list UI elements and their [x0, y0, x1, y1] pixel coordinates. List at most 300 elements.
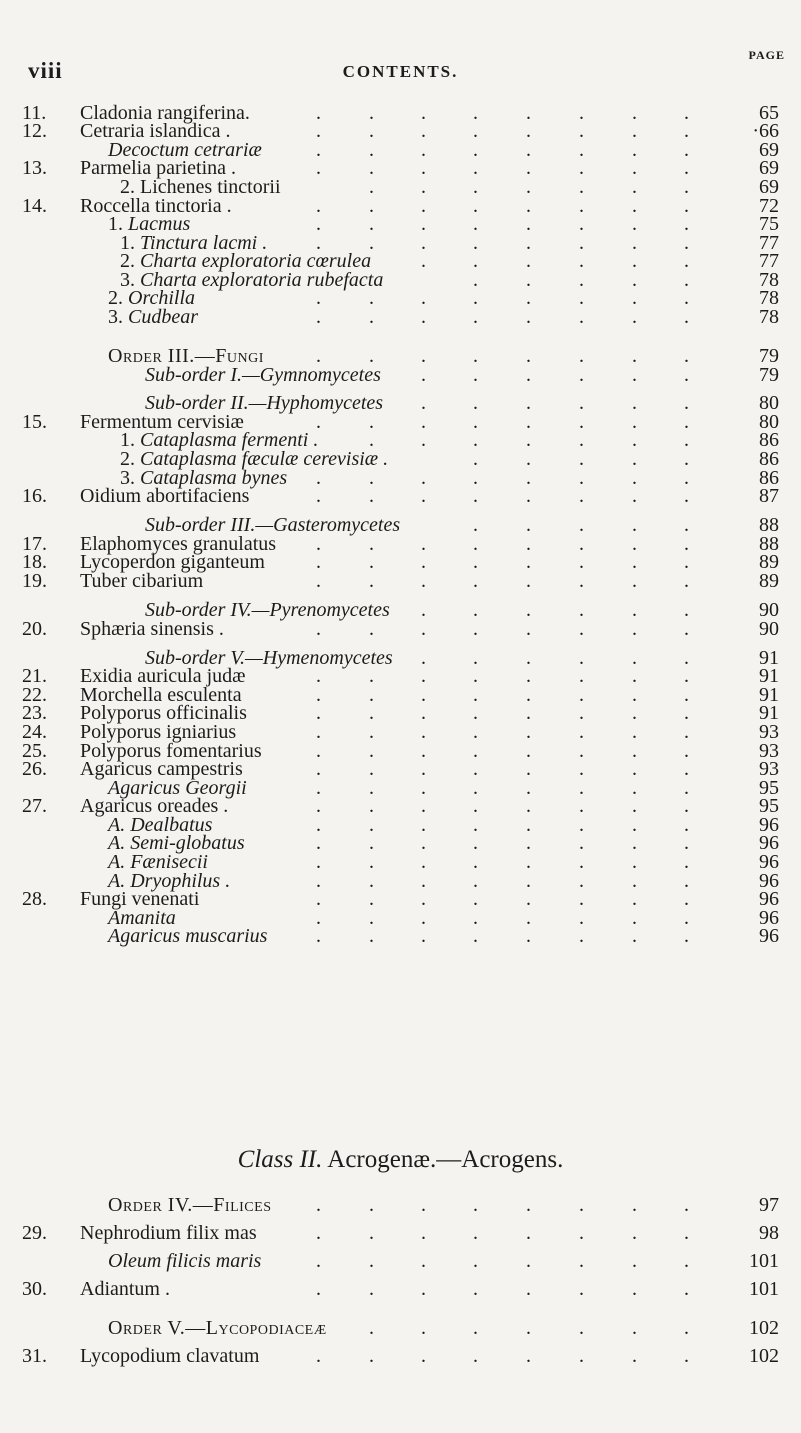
leader-dot: .: [473, 646, 478, 669]
leader-dot: .: [473, 306, 478, 329]
leader-dot: .: [369, 795, 374, 818]
entry-title: 1. Tinctura lacmi .: [120, 231, 268, 254]
entry-title: Cetraria islandica .: [80, 120, 231, 143]
leader-dot: .: [632, 1317, 637, 1339]
leader-dot: .: [316, 832, 321, 855]
entry-page: 69: [759, 138, 779, 161]
leader-dot: .: [526, 702, 531, 725]
leader-dot: .: [579, 410, 584, 433]
leader-dot: .: [684, 739, 689, 762]
contents-entry: [0, 1277, 801, 1301]
leader-dot: .: [473, 268, 478, 291]
leader-dot: .: [316, 702, 321, 725]
leader-dot: .: [526, 758, 531, 781]
contents-entry: [0, 569, 801, 593]
leader-dot: .: [421, 287, 426, 310]
leader-dot: .: [579, 101, 584, 124]
entry-page: 93: [759, 739, 779, 762]
entry-number: 22.: [22, 683, 47, 706]
entry-page: 96: [759, 851, 779, 874]
entry-title: Agaricus oreades .: [80, 795, 229, 818]
entry-title: Cladonia rangiferina.: [80, 101, 250, 124]
entry-number: 26.: [22, 758, 47, 781]
leader-dot: .: [632, 101, 637, 124]
leader-dot: .: [632, 758, 637, 781]
entry-page: 78: [759, 306, 779, 329]
leader-dot: .: [526, 1194, 531, 1216]
page-number: viii: [28, 58, 63, 83]
leader-dot: .: [316, 194, 321, 217]
leader-dot: .: [684, 646, 689, 669]
leader-dot: .: [526, 776, 531, 799]
leader-dot: .: [421, 213, 426, 236]
leader-dot: .: [632, 599, 637, 622]
entry-title: 1. Lacmus: [108, 213, 191, 236]
entry-number: 20.: [22, 617, 47, 640]
leader-dot: .: [473, 720, 478, 743]
leader-dot: .: [579, 599, 584, 622]
leader-dot: .: [684, 410, 689, 433]
leader-dot: .: [421, 813, 426, 836]
leader-dot: .: [473, 888, 478, 911]
leader-dot: .: [369, 157, 374, 180]
leader-dot: .: [316, 213, 321, 236]
leader-dot: .: [369, 551, 374, 574]
leader-dot: .: [473, 392, 478, 415]
leader-dot: .: [526, 906, 531, 929]
leader-dot: .: [632, 832, 637, 855]
leader-dot: .: [369, 832, 374, 855]
contents-entry: [0, 617, 801, 641]
leader-dot: .: [526, 599, 531, 622]
entry-title: Adiantum .: [80, 1278, 170, 1300]
entry-page: 96: [759, 888, 779, 911]
leader-dot: .: [421, 1250, 426, 1272]
entry-number: 30.: [22, 1278, 47, 1300]
leader-dot: .: [369, 1194, 374, 1216]
entry-title: A. Dryophilus .: [108, 869, 231, 892]
leader-dot: .: [473, 683, 478, 706]
entry-page: 96: [759, 813, 779, 836]
leader-dot: .: [526, 665, 531, 688]
leader-dot: .: [684, 194, 689, 217]
leader-dot: .: [632, 683, 637, 706]
leader-dot: .: [526, 250, 531, 273]
entry-page: 79: [759, 344, 779, 367]
leader-dot: .: [526, 869, 531, 892]
leader-dot: .: [473, 1194, 478, 1216]
leader-dot: .: [684, 363, 689, 386]
leader-dot: .: [579, 1345, 584, 1367]
entry-page: 86: [759, 466, 779, 489]
leader-dot: .: [526, 363, 531, 386]
leader-dot: .: [684, 551, 689, 574]
leader-dot: .: [473, 739, 478, 762]
leader-dot: .: [369, 287, 374, 310]
leader-dot: .: [684, 832, 689, 855]
leader-dot: .: [316, 569, 321, 592]
leader-dot: .: [684, 485, 689, 508]
leader-dot: .: [526, 513, 531, 536]
leader-dot: .: [526, 194, 531, 217]
leader-dot: .: [526, 532, 531, 555]
leader-dot: .: [684, 392, 689, 415]
entry-title: A. Fænisecii: [108, 851, 208, 874]
entry-number: 17.: [22, 532, 47, 555]
contents-entry: [0, 484, 801, 508]
leader-dot: .: [369, 175, 374, 198]
leader-dot: .: [684, 513, 689, 536]
leader-dot: .: [473, 665, 478, 688]
leader-dot: .: [473, 925, 478, 948]
leader-dot: .: [684, 231, 689, 254]
leader-dot: .: [579, 513, 584, 536]
leader-dot: .: [316, 1278, 321, 1300]
leader-dot: .: [632, 532, 637, 555]
entry-page: 78: [759, 268, 779, 291]
leader-dot: .: [316, 344, 321, 367]
entry-page: 87: [759, 485, 779, 508]
leader-dot: .: [369, 702, 374, 725]
leader-dot: .: [579, 1278, 584, 1300]
leader-dot: .: [632, 213, 637, 236]
leader-dot: .: [421, 832, 426, 855]
leader-dot: .: [632, 513, 637, 536]
leader-dot: .: [369, 101, 374, 124]
entry-title: Nephrodium filix mas: [80, 1222, 257, 1244]
leader-dot: .: [684, 101, 689, 124]
entry-page: 95: [759, 776, 779, 799]
leader-dot: .: [526, 306, 531, 329]
leader-dot: .: [632, 410, 637, 433]
leader-dot: .: [579, 231, 584, 254]
leader-dot: .: [473, 851, 478, 874]
leader-dot: .: [369, 1317, 374, 1339]
leader-dot: .: [684, 287, 689, 310]
entry-page: 96: [759, 925, 779, 948]
leader-dot: .: [421, 1194, 426, 1216]
leader-dot: .: [579, 720, 584, 743]
entry-page: 80: [759, 392, 779, 415]
leader-dot: .: [316, 410, 321, 433]
entry-title: Roccella tinctoria .: [80, 194, 232, 217]
entry-title: 2. Cataplasma fæculæ cerevisiæ .: [120, 448, 389, 470]
entry-title: Sub-order IV.—Pyrenomycetes: [145, 599, 390, 622]
leader-dot: .: [316, 739, 321, 762]
leader-dot: .: [579, 813, 584, 836]
leader-dot: .: [421, 157, 426, 180]
leader-dot: .: [526, 429, 531, 452]
leader-dot: .: [526, 569, 531, 592]
leader-dot: .: [421, 599, 426, 622]
leader-dot: .: [579, 1222, 584, 1244]
entry-title: Sub-order V.—Hymenomycetes: [145, 646, 393, 669]
entry-page: 69: [759, 175, 779, 198]
entry-page: 95: [759, 795, 779, 818]
entry-title: Sphæria sinensis .: [80, 617, 224, 640]
entry-title: 2. Lichenes tinctorii: [120, 175, 281, 198]
leader-dot: .: [632, 869, 637, 892]
leader-dot: .: [526, 344, 531, 367]
leader-dot: .: [632, 720, 637, 743]
leader-dot: .: [579, 532, 584, 555]
leader-dot: .: [632, 392, 637, 415]
leader-dot: .: [579, 758, 584, 781]
leader-dot: .: [526, 795, 531, 818]
entry-title: Sub-order II.—Hyphomycetes: [145, 392, 384, 415]
leader-dot: .: [473, 513, 478, 536]
entry-number: 24.: [22, 720, 47, 743]
entry-page: 90: [759, 617, 779, 640]
entry-page: 91: [759, 683, 779, 706]
entry-page: 93: [759, 758, 779, 781]
leader-dot: .: [579, 175, 584, 198]
leader-dot: .: [421, 702, 426, 725]
leader-dot: .: [316, 665, 321, 688]
leader-dot: .: [369, 813, 374, 836]
leader-dot: .: [684, 569, 689, 592]
entry-number: 12.: [22, 120, 47, 143]
leader-dot: .: [316, 888, 321, 911]
leader-dot: .: [421, 410, 426, 433]
entry-number: 18.: [22, 551, 47, 574]
leader-dot: .: [369, 925, 374, 948]
leader-dot: .: [684, 1194, 689, 1216]
contents-entry: [0, 1221, 801, 1245]
leader-dot: .: [369, 213, 374, 236]
leader-dot: .: [579, 551, 584, 574]
leader-dot: .: [421, 101, 426, 124]
leader-dot: .: [473, 410, 478, 433]
leader-dot: .: [369, 1278, 374, 1300]
leader-dot: .: [526, 466, 531, 489]
leader-dot: .: [369, 617, 374, 640]
leader-dot: .: [579, 363, 584, 386]
entry-page: 91: [759, 665, 779, 688]
leader-dot: .: [421, 1345, 426, 1367]
entry-page: 102: [749, 1345, 779, 1367]
leader-dot: .: [369, 532, 374, 555]
leader-dot: .: [316, 683, 321, 706]
leader-dot: .: [316, 466, 321, 489]
leader-dot: .: [684, 683, 689, 706]
leader-dot: .: [526, 392, 531, 415]
leader-dot: .: [684, 813, 689, 836]
entry-title: Oleum filicis maris: [108, 1250, 262, 1272]
leader-dot: .: [684, 906, 689, 929]
leader-dot: .: [316, 138, 321, 161]
leader-dot: .: [316, 120, 321, 143]
leader-dot: .: [316, 869, 321, 892]
entry-number: 13.: [22, 157, 47, 180]
leader-dot: .: [579, 1250, 584, 1272]
leader-dot: .: [526, 1345, 531, 1367]
leader-dot: .: [316, 851, 321, 874]
leader-dot: .: [579, 683, 584, 706]
entry-number: 21.: [22, 665, 47, 688]
leader-dot: .: [526, 448, 531, 470]
leader-dot: .: [684, 665, 689, 688]
leader-dot: .: [526, 410, 531, 433]
entry-title: Agaricus campestris: [80, 758, 243, 781]
entry-number: 25.: [22, 739, 47, 762]
leader-dot: .: [421, 720, 426, 743]
running-title: CONTENTS.: [342, 62, 459, 81]
leader-dot: .: [684, 1222, 689, 1244]
leader-dot: .: [369, 194, 374, 217]
leader-dot: .: [526, 268, 531, 291]
leader-dot: .: [473, 758, 478, 781]
leader-dot: .: [421, 231, 426, 254]
class-name: Acrogenæ.—Acrogens.: [327, 1146, 564, 1173]
entry-page: 69: [759, 157, 779, 180]
leader-dot: .: [632, 175, 637, 198]
entry-number: 31.: [22, 1345, 47, 1367]
leader-dot: .: [579, 665, 584, 688]
entry-title: Lycoperdon giganteum: [80, 551, 265, 574]
leader-dot: .: [473, 1345, 478, 1367]
leader-dot: .: [316, 795, 321, 818]
leader-dot: .: [526, 1278, 531, 1300]
leader-dot: .: [684, 1345, 689, 1367]
leader-dot: .: [684, 702, 689, 725]
leader-dot: .: [369, 1250, 374, 1272]
entry-number: 27.: [22, 795, 47, 818]
leader-dot: .: [632, 906, 637, 929]
entry-page: 72: [759, 194, 779, 217]
leader-dot: .: [421, 795, 426, 818]
leader-dot: .: [473, 194, 478, 217]
entry-title: Amanita: [108, 906, 176, 929]
leader-dot: .: [579, 429, 584, 452]
entry-title: A. Semi-globatus: [108, 832, 245, 855]
entry-page: 89: [759, 569, 779, 592]
leader-dot: .: [526, 646, 531, 669]
leader-dot: .: [632, 1278, 637, 1300]
leader-dot: .: [579, 466, 584, 489]
leader-dot: .: [526, 832, 531, 855]
leader-dot: .: [369, 1222, 374, 1244]
leader-dot: .: [579, 194, 584, 217]
leader-dot: .: [684, 1250, 689, 1272]
leader-dot: .: [684, 851, 689, 874]
entry-title: Sub-order III.—Gasteromycetes: [145, 513, 401, 536]
entry-page: 102: [749, 1317, 779, 1339]
leader-dot: .: [579, 702, 584, 725]
leader-dot: .: [579, 569, 584, 592]
contents-entry: [0, 1249, 801, 1273]
entry-title: 3. Cataplasma bynes: [120, 466, 288, 489]
entry-page: 91: [759, 646, 779, 669]
leader-dot: .: [369, 466, 374, 489]
leader-dot: .: [632, 776, 637, 799]
leader-dot: .: [316, 1345, 321, 1367]
leader-dot: .: [369, 569, 374, 592]
leader-dot: .: [632, 466, 637, 489]
leader-dot: .: [684, 344, 689, 367]
leader-dot: .: [369, 306, 374, 329]
entry-title: Exidia auricula judæ: [80, 665, 246, 688]
leader-dot: .: [579, 344, 584, 367]
entry-title: Polyporus officinalis: [80, 702, 247, 725]
leader-dot: .: [369, 485, 374, 508]
leader-dot: .: [632, 569, 637, 592]
entry-page: 97: [759, 1194, 779, 1216]
leader-dot: .: [369, 683, 374, 706]
leader-dot: .: [684, 429, 689, 452]
leader-dot: .: [421, 1222, 426, 1244]
leader-dot: .: [473, 466, 478, 489]
leader-dot: .: [473, 120, 478, 143]
leader-dot: .: [632, 813, 637, 836]
entry-title: Oidium abortifaciens: [80, 485, 250, 508]
leader-dot: .: [369, 776, 374, 799]
leader-dot: .: [421, 466, 426, 489]
leader-dot: .: [369, 1345, 374, 1367]
leader-dot: .: [684, 599, 689, 622]
leader-dot: .: [579, 250, 584, 273]
leader-dot: .: [421, 739, 426, 762]
leader-dot: .: [526, 101, 531, 124]
leader-dot: .: [632, 268, 637, 291]
leader-dot: .: [421, 1317, 426, 1339]
leader-dot: .: [579, 832, 584, 855]
leader-dot: .: [684, 138, 689, 161]
leader-dot: .: [632, 194, 637, 217]
leader-dot: .: [421, 906, 426, 929]
leader-dot: .: [316, 925, 321, 948]
leader-dot: .: [473, 569, 478, 592]
leader-dot: .: [632, 138, 637, 161]
leader-dot: .: [579, 1194, 584, 1216]
leader-dot: .: [579, 392, 584, 415]
entry-title: 2. Charta exploratoria cœrulea: [120, 250, 372, 273]
contents-entry: [0, 1193, 801, 1217]
leader-dot: .: [579, 739, 584, 762]
entry-page: 75: [759, 213, 779, 236]
leader-dot: .: [369, 120, 374, 143]
page-column-label: PAGE: [748, 48, 785, 62]
leader-dot: .: [632, 702, 637, 725]
entry-page: 93: [759, 720, 779, 743]
leader-dot: .: [473, 175, 478, 198]
leader-dot: .: [526, 551, 531, 574]
leader-dot: .: [316, 813, 321, 836]
leader-dot: .: [316, 306, 321, 329]
leader-dot: .: [684, 758, 689, 781]
leader-dot: .: [421, 1278, 426, 1300]
leader-dot: .: [526, 739, 531, 762]
entry-page: 96: [759, 869, 779, 892]
entry-title: 2. Orchilla: [108, 287, 196, 310]
entry-page: 80: [759, 410, 779, 433]
entry-title: Fungi venenati: [80, 888, 200, 911]
entry-page: 96: [759, 906, 779, 929]
leader-dot: .: [421, 175, 426, 198]
leader-dot: .: [369, 665, 374, 688]
leader-dot: .: [632, 231, 637, 254]
leader-dot: .: [369, 138, 374, 161]
entry-number: 28.: [22, 888, 47, 911]
leader-dot: .: [316, 617, 321, 640]
leader-dot: .: [421, 485, 426, 508]
leader-dot: .: [632, 448, 637, 470]
leader-dot: .: [421, 569, 426, 592]
leader-dot: .: [684, 795, 689, 818]
leader-dot: .: [684, 720, 689, 743]
leader-dot: .: [579, 157, 584, 180]
contents-entry: [0, 1316, 801, 1340]
